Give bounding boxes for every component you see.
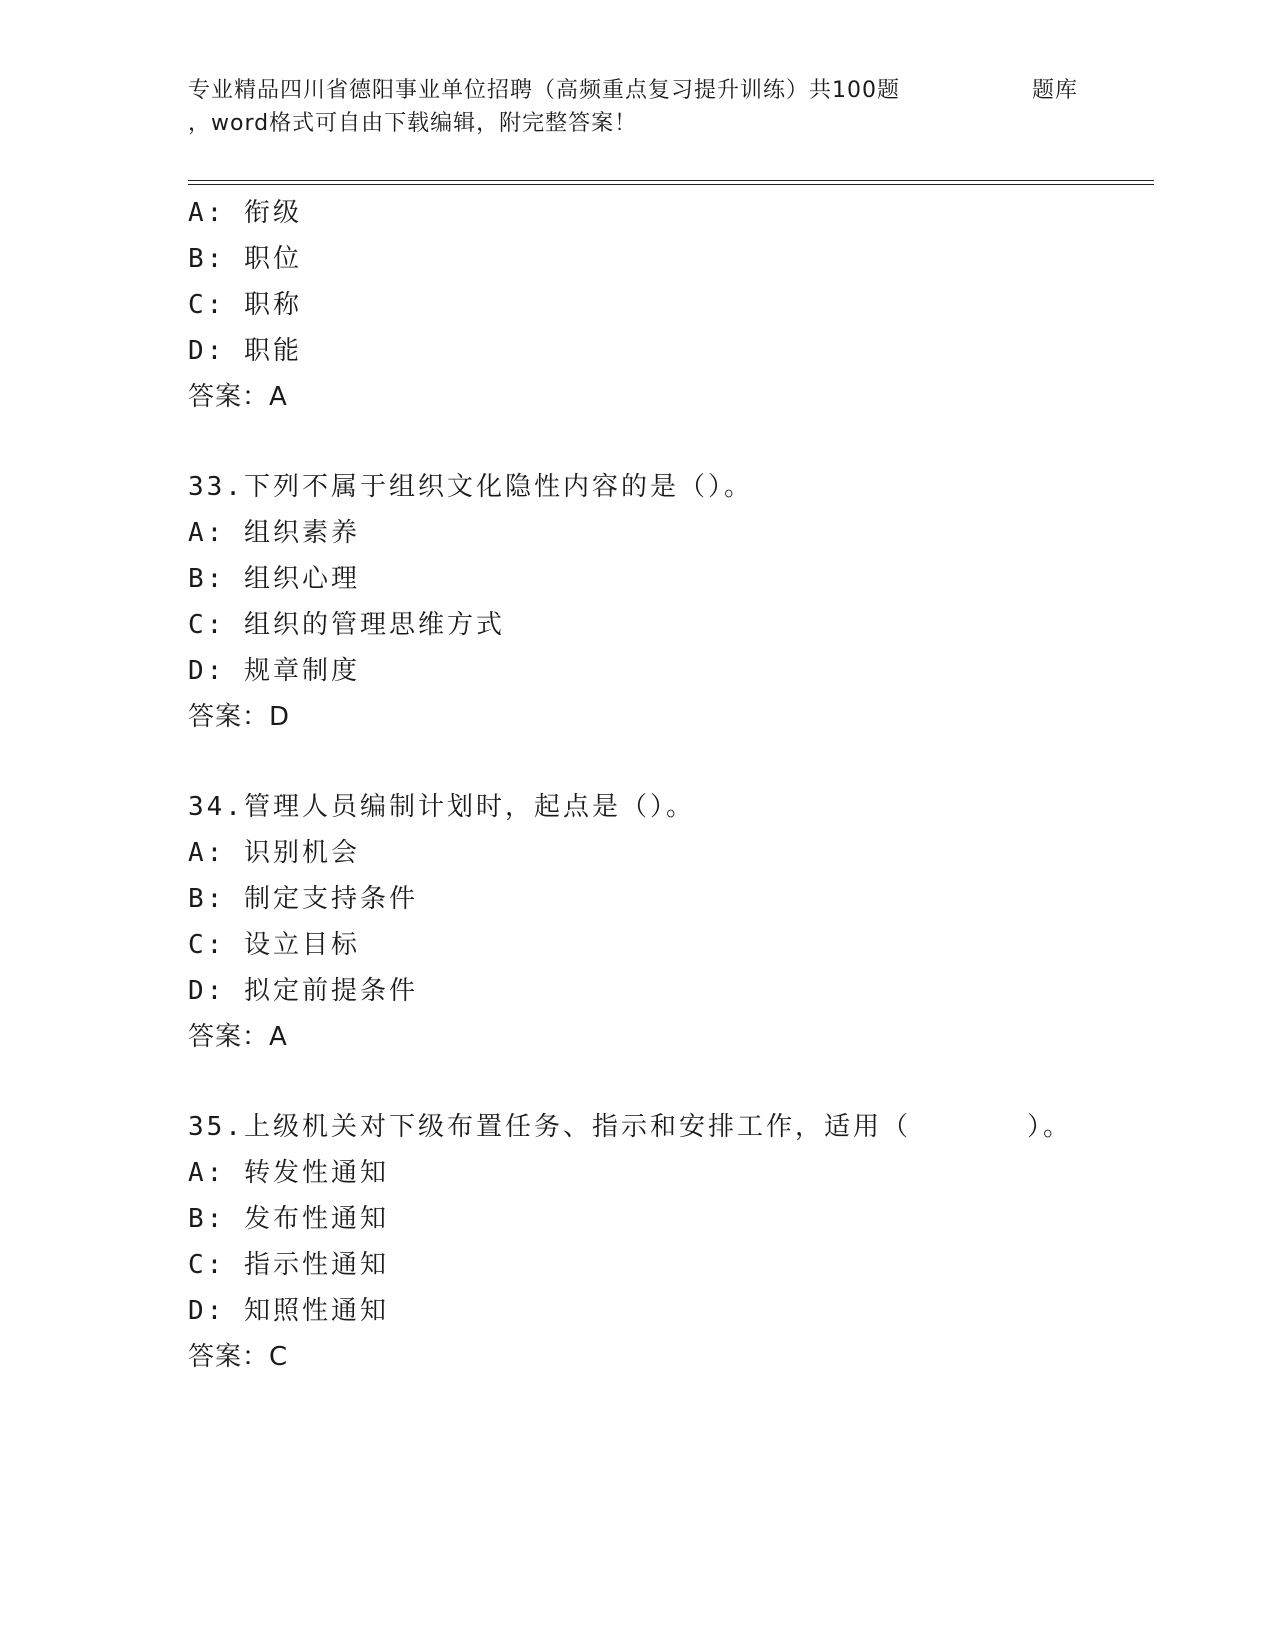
- question-33: [188, 464, 1148, 740]
- option-d: D: 规章制度: [188, 656, 360, 686]
- question-34: [188, 784, 1148, 1060]
- question-list: [188, 190, 1148, 1380]
- document-subtitle: ，word格式可自由下载编辑，附完整答案！: [188, 111, 638, 136]
- option-a: A: 衔级: [188, 198, 302, 228]
- answer: 答案：A: [188, 1022, 288, 1052]
- option-c: C: 职称: [188, 290, 302, 320]
- answer: 答案：D: [188, 702, 291, 732]
- header-tag: 题库: [1032, 78, 1079, 103]
- option-a: A: 组织素养: [188, 518, 360, 548]
- option-a: A: 识别机会: [188, 838, 360, 868]
- option-c: C: 指示性通知: [188, 1250, 389, 1280]
- answer: 答案：C: [188, 1342, 289, 1372]
- option-b: B: 组织心理: [188, 564, 360, 594]
- question-stem: 33.下列不属于组织文化隐性内容的是（）。: [188, 472, 753, 502]
- header-line-1: [188, 74, 1148, 107]
- header-divider-bottom: [188, 184, 1154, 185]
- question-35: [188, 1104, 1148, 1380]
- option-b: B: 发布性通知: [188, 1204, 389, 1234]
- question-stem: 34.管理人员编制计划时，起点是（）。: [188, 792, 695, 822]
- question-32-tail: [188, 190, 1148, 420]
- option-c: C: 设立目标: [188, 930, 360, 960]
- option-b: B: 制定支持条件: [188, 884, 418, 914]
- option-b: B: 职位: [188, 244, 302, 274]
- option-d: D: 知照性通知: [188, 1296, 389, 1326]
- document-title: 专业精品四川省德阳事业单位招聘（高频重点复习提升训练）共100题: [188, 78, 900, 103]
- option-d: D: 职能: [188, 336, 302, 366]
- question-stem: 35.上级机关对下级布置任务、指示和安排工作，适用（ ）。: [188, 1112, 1072, 1142]
- header-divider-top: [188, 180, 1154, 181]
- option-c: C: 组织的管理思维方式: [188, 610, 505, 640]
- document-header: [188, 74, 1148, 140]
- option-a: A: 转发性通知: [188, 1158, 389, 1188]
- answer: 答案：A: [188, 382, 288, 412]
- option-d: D: 拟定前提条件: [188, 976, 418, 1006]
